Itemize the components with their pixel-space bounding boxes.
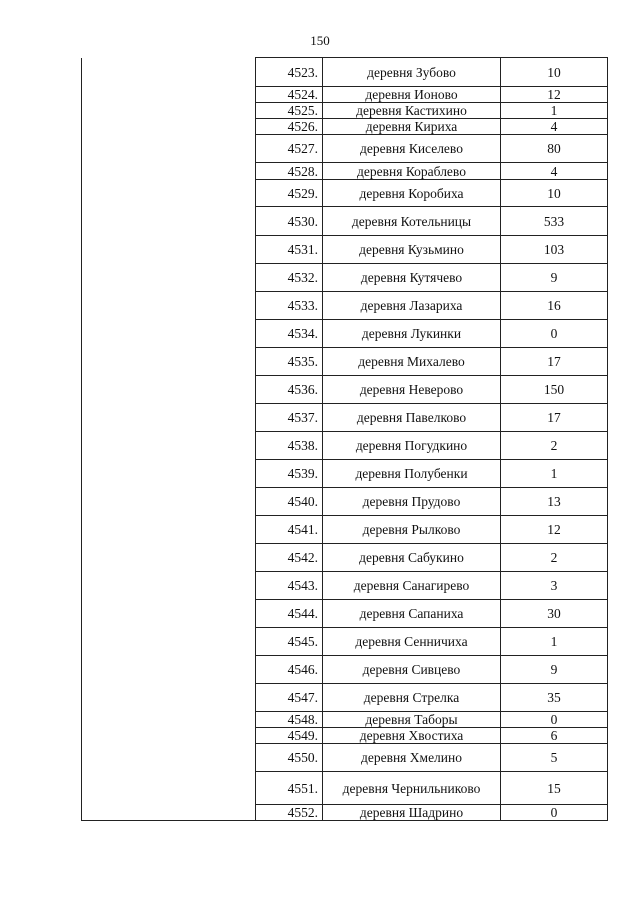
settlement-name-cell: деревня Хмелино <box>323 744 501 772</box>
settlement-name-cell: деревня Кузьмино <box>323 236 501 264</box>
table-row <box>82 404 608 432</box>
row-number-cell: 4526. <box>256 119 323 135</box>
population-cell: 17 <box>501 404 608 432</box>
table-row <box>82 600 608 628</box>
table-row <box>82 544 608 572</box>
empty-cell <box>82 404 256 432</box>
settlements-table <box>81 57 608 821</box>
population-cell: 80 <box>501 135 608 163</box>
population-cell: 16 <box>501 292 608 320</box>
settlement-name-cell: деревня Сабукино <box>323 544 501 572</box>
population-cell: 5 <box>501 744 608 772</box>
empty-cell <box>82 744 256 772</box>
empty-cell <box>82 348 256 376</box>
empty-cell <box>82 772 256 805</box>
table-row <box>82 684 608 712</box>
empty-cell <box>82 460 256 488</box>
empty-cell <box>82 320 256 348</box>
settlement-name-cell: деревня Ионово <box>323 87 501 103</box>
row-number-cell: 4543. <box>256 572 323 600</box>
table-row <box>82 772 608 805</box>
settlement-name-cell: деревня Сенничиха <box>323 628 501 656</box>
row-number-cell: 4542. <box>256 544 323 572</box>
settlement-name-cell: деревня Котельницы <box>323 207 501 236</box>
table-row <box>82 488 608 516</box>
table-row <box>82 728 608 744</box>
empty-cell <box>82 516 256 544</box>
row-number-cell: 4552. <box>256 805 323 821</box>
settlement-name-cell: деревня Лазариха <box>323 292 501 320</box>
table-row <box>82 744 608 772</box>
settlement-name-cell: деревня Михалево <box>323 348 501 376</box>
row-number-cell: 4540. <box>256 488 323 516</box>
population-cell: 1 <box>501 628 608 656</box>
population-cell: 17 <box>501 348 608 376</box>
population-cell: 6 <box>501 728 608 744</box>
settlement-name-cell: деревня Кириха <box>323 119 501 135</box>
empty-cell <box>82 135 256 163</box>
population-cell: 0 <box>501 805 608 821</box>
row-number-cell: 4541. <box>256 516 323 544</box>
settlement-name-cell: деревня Киселево <box>323 135 501 163</box>
table-row <box>82 805 608 821</box>
table-row <box>82 119 608 135</box>
table-row <box>82 58 608 87</box>
empty-cell <box>82 805 256 821</box>
population-cell: 3 <box>501 572 608 600</box>
table-row <box>82 292 608 320</box>
row-number-cell: 4529. <box>256 180 323 207</box>
population-cell: 9 <box>501 656 608 684</box>
row-number-cell: 4539. <box>256 460 323 488</box>
settlement-name-cell: деревня Кастихино <box>323 103 501 119</box>
population-cell: 13 <box>501 488 608 516</box>
settlement-name-cell: деревня Полубенки <box>323 460 501 488</box>
population-cell: 0 <box>501 712 608 728</box>
row-number-cell: 4523. <box>256 58 323 87</box>
empty-cell <box>82 544 256 572</box>
population-cell: 12 <box>501 87 608 103</box>
row-number-cell: 4537. <box>256 404 323 432</box>
table-row <box>82 180 608 207</box>
table-row <box>82 87 608 103</box>
empty-cell <box>82 656 256 684</box>
empty-cell <box>82 119 256 135</box>
settlement-name-cell: деревня Кораблево <box>323 163 501 180</box>
settlement-name-cell: деревня Чернильниково <box>323 772 501 805</box>
settlement-name-cell: деревня Коробиха <box>323 180 501 207</box>
table-row <box>82 572 608 600</box>
table-row <box>82 376 608 404</box>
table-row <box>82 163 608 180</box>
empty-cell <box>82 163 256 180</box>
population-cell: 12 <box>501 516 608 544</box>
empty-cell <box>82 376 256 404</box>
empty-cell <box>82 600 256 628</box>
row-number-cell: 4532. <box>256 264 323 292</box>
settlement-name-cell: деревня Таборы <box>323 712 501 728</box>
empty-cell <box>82 488 256 516</box>
settlement-name-cell: деревня Лукинки <box>323 320 501 348</box>
row-number-cell: 4538. <box>256 432 323 460</box>
table-row <box>82 656 608 684</box>
empty-cell <box>82 264 256 292</box>
row-number-cell: 4527. <box>256 135 323 163</box>
settlement-name-cell: деревня Павелково <box>323 404 501 432</box>
population-cell: 0 <box>501 320 608 348</box>
empty-cell <box>82 207 256 236</box>
empty-cell <box>82 180 256 207</box>
table-row <box>82 432 608 460</box>
settlement-name-cell: деревня Прудово <box>323 488 501 516</box>
row-number-cell: 4549. <box>256 728 323 744</box>
row-number-cell: 4551. <box>256 772 323 805</box>
population-cell: 10 <box>501 58 608 87</box>
table-row <box>82 135 608 163</box>
population-cell: 2 <box>501 544 608 572</box>
empty-cell <box>82 572 256 600</box>
settlement-name-cell: деревня Кутячево <box>323 264 501 292</box>
population-cell: 533 <box>501 207 608 236</box>
empty-cell <box>82 58 256 87</box>
table-row <box>82 712 608 728</box>
settlement-name-cell: деревня Стрелка <box>323 684 501 712</box>
row-number-cell: 4536. <box>256 376 323 404</box>
row-number-cell: 4534. <box>256 320 323 348</box>
page-number: 150 <box>310 33 330 48</box>
population-cell: 1 <box>501 103 608 119</box>
row-number-cell: 4528. <box>256 163 323 180</box>
empty-cell <box>82 628 256 656</box>
row-number-cell: 4533. <box>256 292 323 320</box>
empty-cell <box>82 103 256 119</box>
population-cell: 2 <box>501 432 608 460</box>
population-cell: 35 <box>501 684 608 712</box>
table-row <box>82 460 608 488</box>
row-number-cell: 4535. <box>256 348 323 376</box>
empty-cell <box>82 87 256 103</box>
table-body <box>82 58 608 821</box>
settlement-name-cell: деревня Санагирево <box>323 572 501 600</box>
empty-cell <box>82 292 256 320</box>
settlement-name-cell: деревня Зубово <box>323 58 501 87</box>
settlement-name-cell: деревня Сапаниха <box>323 600 501 628</box>
population-cell: 103 <box>501 236 608 264</box>
settlement-name-cell: деревня Погудкино <box>323 432 501 460</box>
population-cell: 15 <box>501 772 608 805</box>
population-cell: 30 <box>501 600 608 628</box>
empty-cell <box>82 236 256 264</box>
row-number-cell: 4548. <box>256 712 323 728</box>
population-cell: 10 <box>501 180 608 207</box>
table-row <box>82 628 608 656</box>
row-number-cell: 4545. <box>256 628 323 656</box>
population-cell: 150 <box>501 376 608 404</box>
table-row <box>82 103 608 119</box>
table-row <box>82 516 608 544</box>
table-row <box>82 207 608 236</box>
row-number-cell: 4544. <box>256 600 323 628</box>
settlement-name-cell: деревня Сивцево <box>323 656 501 684</box>
table-row <box>82 264 608 292</box>
row-number-cell: 4546. <box>256 656 323 684</box>
settlement-name-cell: деревня Шадрино <box>323 805 501 821</box>
row-number-cell: 4524. <box>256 87 323 103</box>
population-cell: 4 <box>501 163 608 180</box>
settlement-name-cell: деревня Рылково <box>323 516 501 544</box>
empty-cell <box>82 712 256 728</box>
row-number-cell: 4550. <box>256 744 323 772</box>
population-cell: 1 <box>501 460 608 488</box>
settlement-name-cell: деревня Неверово <box>323 376 501 404</box>
row-number-cell: 4530. <box>256 207 323 236</box>
population-cell: 9 <box>501 264 608 292</box>
empty-cell <box>82 728 256 744</box>
table-row <box>82 236 608 264</box>
table-row <box>82 348 608 376</box>
settlement-name-cell: деревня Хвостиха <box>323 728 501 744</box>
empty-cell <box>82 684 256 712</box>
population-cell: 4 <box>501 119 608 135</box>
empty-cell <box>82 432 256 460</box>
row-number-cell: 4525. <box>256 103 323 119</box>
row-number-cell: 4531. <box>256 236 323 264</box>
table-row <box>82 320 608 348</box>
row-number-cell: 4547. <box>256 684 323 712</box>
